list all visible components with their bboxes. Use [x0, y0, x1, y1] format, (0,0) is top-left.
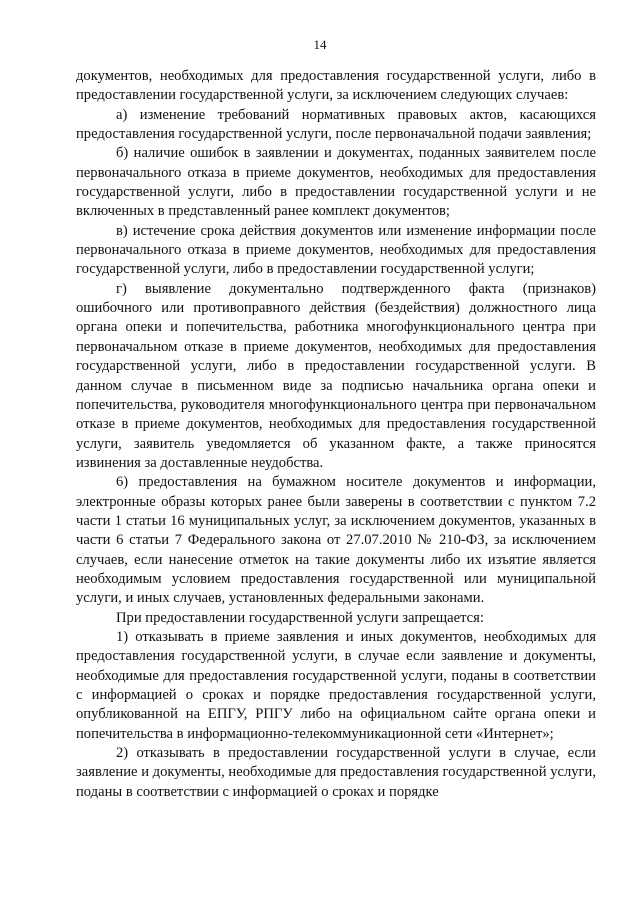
paragraph-prohibitions-intro: При предоставлении государственной услуги запрещается:	[116, 609, 484, 626]
document-body	[76, 67, 596, 802]
paragraph-item-g: г) выявление документально подтвержденного факта (признаков) ошибочного или противоправного действия (бездействия) должностного лица органа опеки и попечительства, работника многофункционального центра при первоначальном отказе в приеме документов, необходимых для предоставления государственной услуги, либо в предоставлении государственной услуги. В данном случае в письменном виде за подписью начальника органа опеки и попечительства, руководителя многофункционального центра при первоначальном отказе в приеме документов, необходимых для предоставления государственной услуги, заявитель уведомляется об указанном факте, а также приносятся извинения за доставленные неудобства.	[76, 280, 596, 471]
paragraph-item-a: а) изменение требований нормативных правовых актов, касающихся предоставления государственной услуги, после первоначальной подачи заявления;	[76, 106, 596, 143]
paragraph-item-6: 6) предоставления на бумажном носителе документов и информации, электронные образы которых ранее были заверены в соответствии с пунктом 7.2 части 1 статьи 16 муниципальных услуг, за исключением документов, указанных в части 6 статьи 7 Федерального закона от 27.07.2010 № 210-ФЗ, за исключением случаев, если нанесение отметок на такие документы либо их изъятие является необходимым условием предоставления государственной или муниципальной услуги, и иных случаев, установленных федеральными законами.	[76, 474, 596, 607]
paragraph-item-v: в) истечение срока действия документов или изменение информации после первоначального отказа в приеме документов, необходимых для предоставления государственной услуги, либо в предоставлении государственной услуги;	[76, 222, 596, 278]
paragraph-prohibition-1: 1) отказывать в приеме заявления и иных документов, необходимых для предоставления государственной услуги, в случае если заявление и документы, необходимые для предоставления государственной услуги, поданы в соответствии с информацией о сроках и порядке предоставления государственной услуги, опубликованной на ЕПГУ, РПГУ либо на официальном сайте органа опеки и попечительства в информационно-телекоммуникационной сети «Интернет»;	[76, 628, 596, 742]
paragraph-item-b: б) наличие ошибок в заявлении и документах, поданных заявителем после первоначального отказа в приеме документов, необходимых для предоставления государственной услуги, либо в предоставлении государственной услуги и не включенных в представленный ранее комплект документов;	[76, 145, 596, 220]
page-number: 14	[313, 37, 327, 52]
paragraph-prohibition-2: 2) отказывать в предоставлении государственной услуги в случае, если заявление и документы, необходимые для предоставления государственной услуги, поданы в соответствии с информацией о сроках и порядке	[76, 745, 596, 800]
paragraph-continuation: документов, необходимых для предоставления государственной услуги, либо в предоставлении государственной услуги, за исключением следующих случаев:	[76, 68, 596, 104]
